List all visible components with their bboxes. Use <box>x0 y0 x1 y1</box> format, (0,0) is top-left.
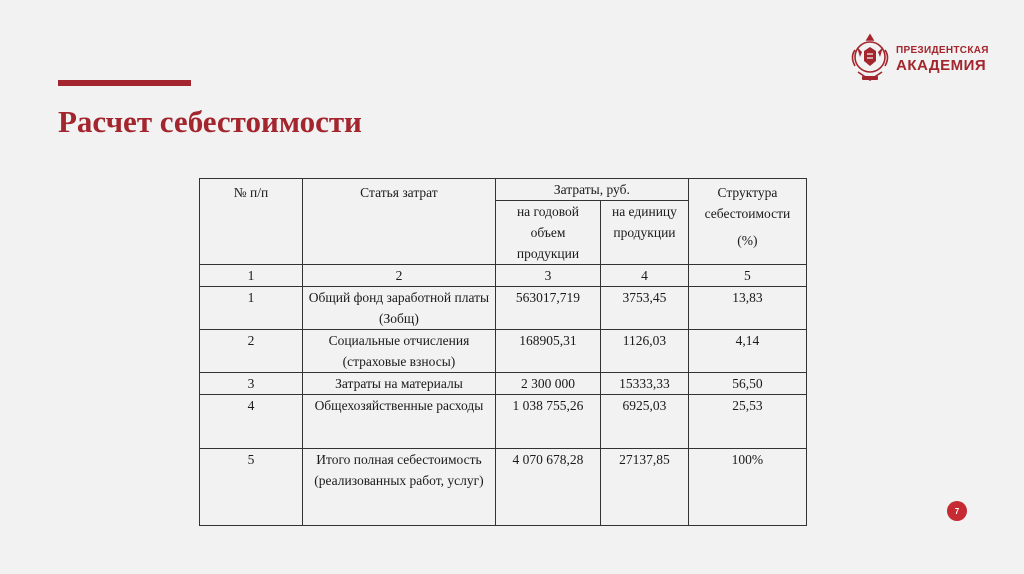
row-num: 1 <box>200 287 303 330</box>
header-structure <box>688 179 806 265</box>
column-number: 3 <box>495 265 600 287</box>
column-number-row <box>200 265 807 287</box>
row-annual: 1 038 755,26 <box>495 395 600 449</box>
row-annual: 2 300 000 <box>495 373 600 395</box>
row-article: Итого полная себестоимость (реализованных работ, услуг) <box>302 449 495 526</box>
row-article: Затраты на материалы <box>302 373 495 395</box>
table-header-row <box>200 179 807 201</box>
header-article: Статья затрат <box>302 179 495 265</box>
academy-logo <box>848 30 998 88</box>
academy-emblem-icon <box>848 30 892 88</box>
logo-line-1: ПРЕЗИДЕНТСКАЯ <box>896 45 989 56</box>
row-share: 56,50 <box>688 373 806 395</box>
row-annual: 4 070 678,28 <box>495 449 600 526</box>
row-share: 100% <box>688 449 806 526</box>
row-per-unit: 3753,45 <box>601 287 689 330</box>
row-per-unit: 27137,85 <box>601 449 689 526</box>
row-article: Общехозяйственные расходы <box>302 395 495 449</box>
header-costs: Затраты, руб. <box>495 179 688 201</box>
row-annual: 168905,31 <box>495 330 600 373</box>
slide-title: Расчет себестоимости <box>58 104 362 139</box>
page-number-badge: 7 <box>947 501 967 521</box>
row-annual: 563017,719 <box>495 287 600 330</box>
logo-text <box>896 46 989 73</box>
table-row <box>200 395 807 449</box>
header-per-unit: на единицу продукции <box>601 201 689 265</box>
header-structure-label: Структура себестоимости <box>704 185 791 221</box>
row-num: 2 <box>200 330 303 373</box>
header-num: № п/п <box>200 179 303 265</box>
header-structure-unit: (%) <box>737 233 758 248</box>
row-share: 25,53 <box>688 395 806 449</box>
row-share: 13,83 <box>688 287 806 330</box>
column-number: 5 <box>688 265 806 287</box>
row-share: 4,14 <box>688 330 806 373</box>
cost-table <box>199 178 807 526</box>
row-per-unit: 15333,33 <box>601 373 689 395</box>
row-per-unit: 6925,03 <box>601 395 689 449</box>
title-accent-bar <box>58 80 191 86</box>
table-row <box>200 330 807 373</box>
column-number: 2 <box>302 265 495 287</box>
column-number: 4 <box>601 265 689 287</box>
table-row <box>200 287 807 330</box>
table-row <box>200 373 807 395</box>
row-num: 3 <box>200 373 303 395</box>
table-row <box>200 449 807 526</box>
row-article: Общий фонд заработной платы (Зобщ) <box>302 287 495 330</box>
row-article: Социальные отчисления (страховые взносы) <box>302 330 495 373</box>
row-per-unit: 1126,03 <box>601 330 689 373</box>
row-num: 4 <box>200 395 303 449</box>
row-num: 5 <box>200 449 303 526</box>
column-number: 1 <box>200 265 303 287</box>
logo-line-2: АКАДЕМИЯ <box>896 57 987 74</box>
header-annual: на годовой объем продукции <box>495 201 600 265</box>
